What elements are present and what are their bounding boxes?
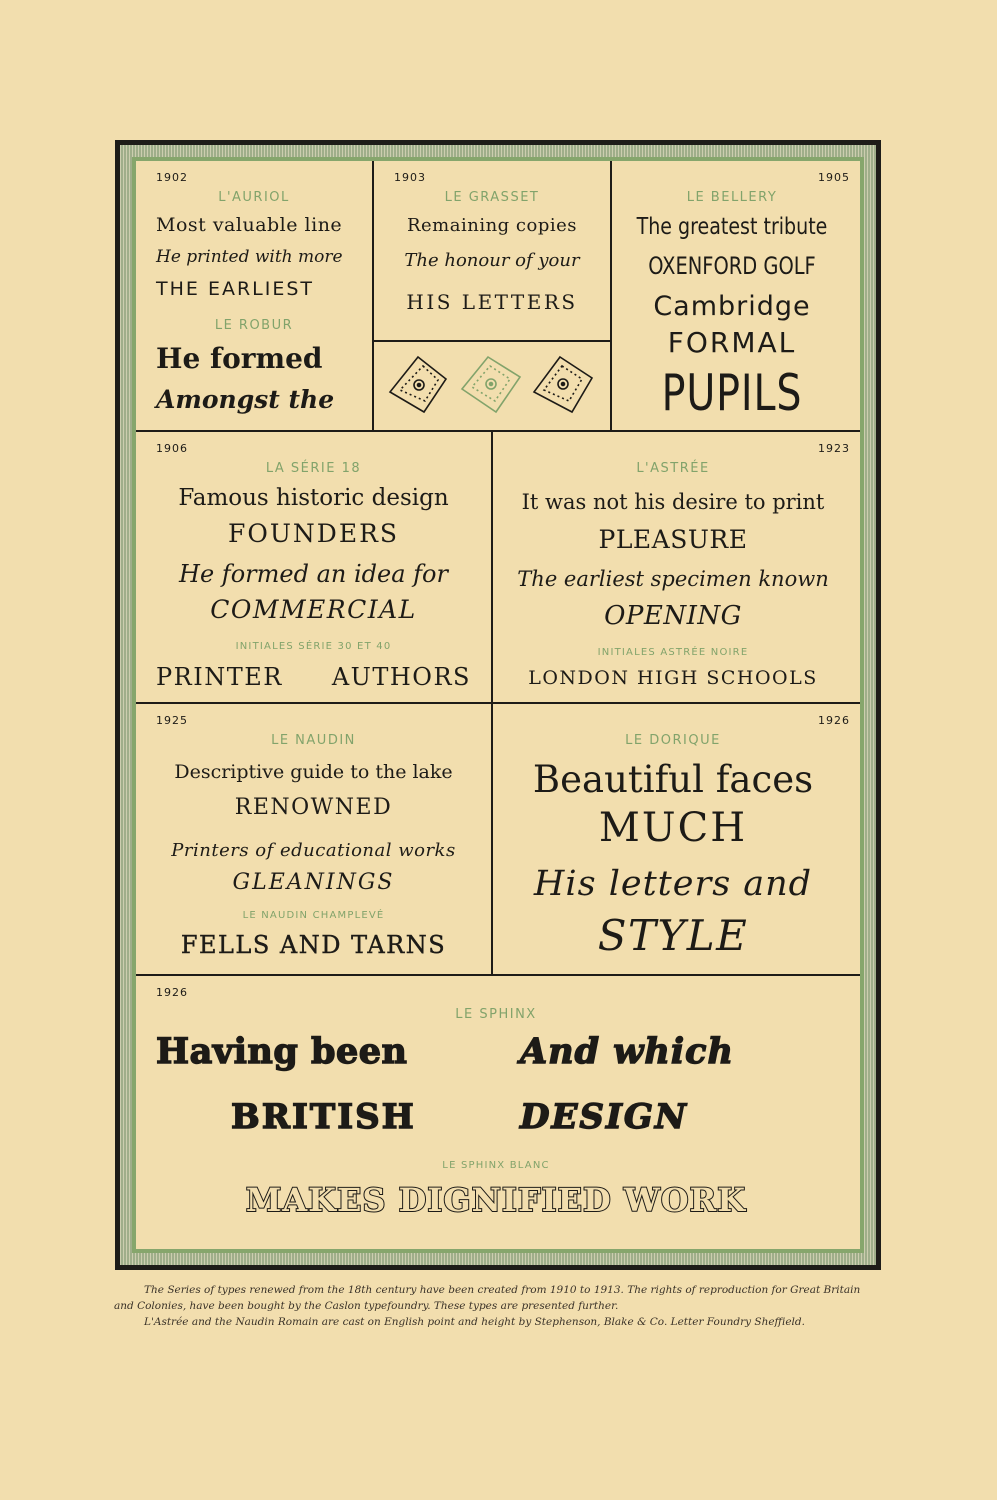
sample-line: Most valuable line [156,214,343,236]
specimen-naudin [136,704,491,974]
specimen-frame [115,140,881,1270]
typeface-name: L'ASTRÉE [636,461,710,476]
diamond-ornament-icon [374,342,610,430]
sample-line: And which [520,1031,734,1072]
caption-line: The Series of types renewed from the 18th century have been created from 1910 to 1913. The rights of reproduction for Great Britain [144,1284,861,1296]
sample-line: Printers of educational works [171,840,456,861]
sample-line: LONDON HIGH SCHOOLS [528,667,818,689]
subtypeface-name: INITIALES ASTRÉE NOIRE [597,647,749,658]
typeface-name: LE NAUDIN [271,733,356,748]
sample-line: THE EARLIEST [156,278,315,300]
sample-line: OXENFORD GOLF [648,252,816,280]
sample-line: Amongst the [156,385,335,414]
specimen-bellery [612,161,870,430]
sample-line: COMMERCIAL [210,595,417,624]
year-label: 1905 [818,171,850,184]
decorative-border [120,145,876,1265]
specimen-grid [132,157,864,1253]
caption [114,1282,884,1330]
ornament-row [374,342,610,430]
sample-line: HIS LETTERS [406,290,578,314]
sample-line: He formed [156,342,323,375]
typeface-name: LE SPHINX [455,1007,537,1022]
sample-line: It was not his desire to print [521,490,825,514]
year-label: 1926 [156,986,188,999]
typeface-name: LE BELLERY [686,190,778,205]
specimen-sphinx [136,976,870,1255]
sample-line: FORMAL [667,326,797,359]
specimen-auriol [136,161,372,430]
sample-line: His letters and [533,864,813,904]
sample-line: PUPILS [661,364,803,422]
year-label: 1902 [156,171,188,184]
sample-line: MAKES DIGNIFIED WORK [245,1181,747,1219]
year-label: 1903 [394,171,426,184]
sample-line: GLEANINGS [232,870,395,895]
year-label: 1906 [156,442,188,455]
sample-line: Having been [156,1031,408,1072]
caption-line: and Colonies, have been bought by the Caslon typefoundry. These types are presented further. [114,1300,619,1312]
sample-line: He printed with more [156,247,343,267]
sample-line: Cambridge [653,291,811,322]
caption-line: L'Astrée and the Naudin Romain are cast on English point and height by Stephenson, Blake & Co. Letter Foundry Sheffield. [144,1316,805,1328]
sample-line: The honour of your [404,250,580,271]
sample-line: DESIGN [520,1097,688,1137]
subtypeface-name: LE SPHINX BLANC [442,1160,550,1171]
year-label: 1926 [818,714,850,727]
subtypeface-name: LE ROBUR [214,318,294,333]
specimen-dorique [493,704,870,974]
sample-line: Descriptive guide to the lake [174,761,453,783]
typeface-name: LA SÉRIE 18 [265,461,362,476]
specimen-grasset [374,161,610,340]
sample-line: Remaining copies [406,215,578,236]
typeface-name: LE DORIQUE [625,733,721,748]
sample-line: The greatest tribute [636,214,828,240]
sample-line: FELLS AND TARNS [180,931,447,959]
year-label: 1925 [156,714,188,727]
sample-line: AUTHORS [331,663,471,691]
sample-line: Beautiful faces [532,758,814,801]
subtypeface-name: INITIALES SÉRIE 30 ET 40 [235,641,392,652]
typeface-name: L'AURIOL [218,190,290,205]
sample-line: Famous historic design [178,485,449,511]
sample-line: The earliest specimen known [517,567,829,591]
sample-line: FOUNDERS [227,519,400,548]
specimen-serie-18 [136,432,491,702]
sample-line: RENOWNED [234,795,393,820]
sample-line: PRINTER [156,663,283,691]
year-label: 1923 [818,442,850,455]
sample-line: BRITISH [231,1097,416,1137]
subtypeface-name: LE NAUDIN CHAMPLEVÉ [242,910,385,921]
sample-line: He formed an idea for [179,560,448,588]
specimen-astree [493,432,870,702]
typeface-name: LE GRASSET [444,190,540,205]
sample-line: OPENING [604,601,742,631]
sample-line: MUCH [598,805,748,851]
sample-line: PLEASURE [598,525,748,554]
sample-line: STYLE [597,911,749,960]
